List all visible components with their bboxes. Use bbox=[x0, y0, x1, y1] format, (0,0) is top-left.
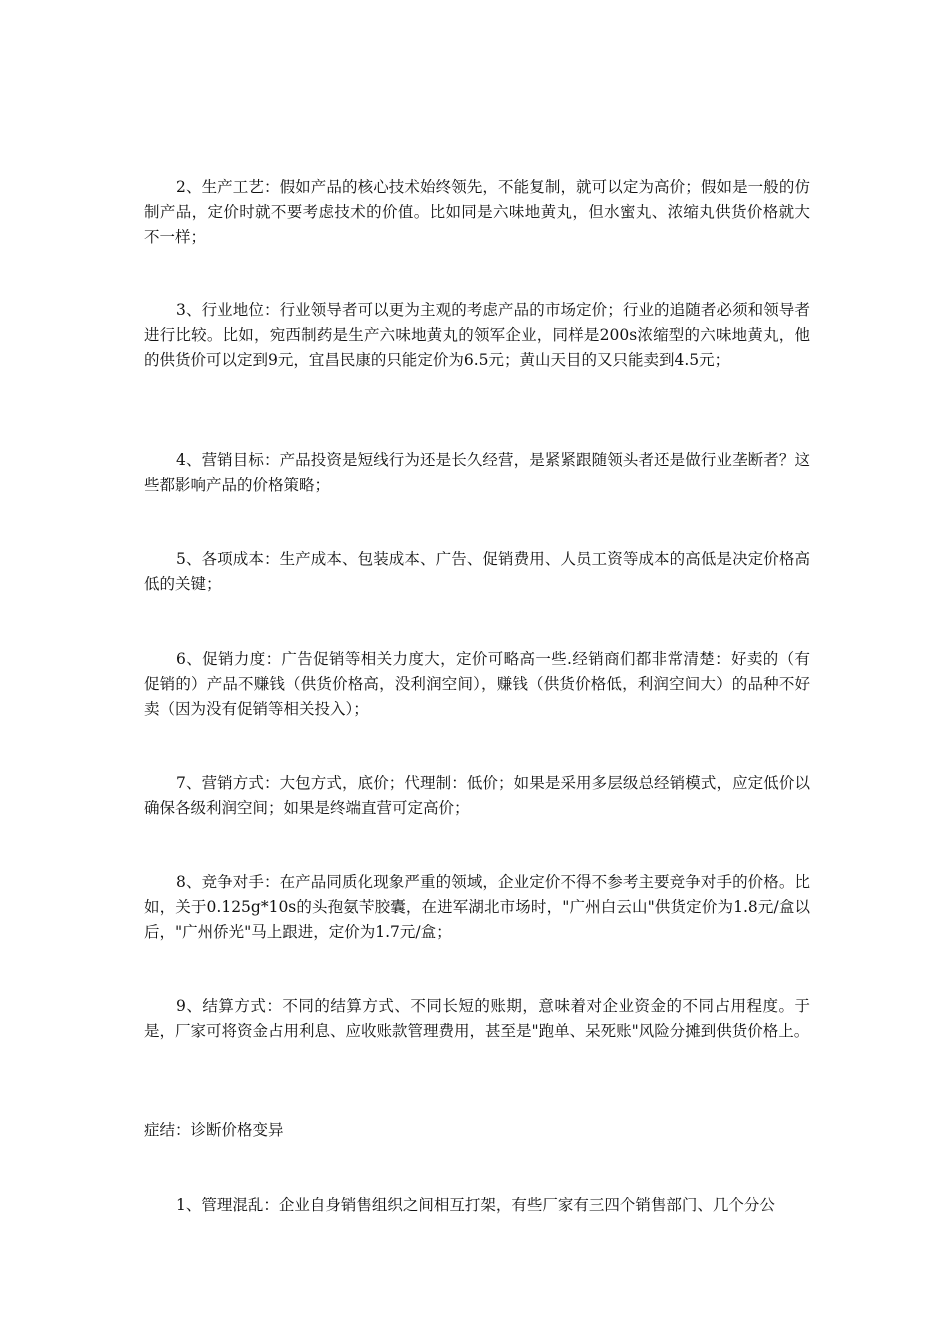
paragraph-production-process: 2、生产工艺：假如产品的核心技术始终领先，不能复制，就可以定为高价；假如是一般的仿制产品，定价时就不要考虑技术的价值。比如同是六味地黄丸，但水蜜丸、浓缩丸供货价格就大不一样； bbox=[144, 178, 810, 246]
paragraph-costs: 5、各项成本：生产成本、包装成本、广告、促销费用、人员工资等成本的高低是决定价格高低的关键； bbox=[144, 550, 810, 593]
paragraph-settlement-method: 9、结算方式：不同的结算方式、不同长短的账期，意味着对企业资金的不同占用程度。于是，厂家可将资金占用利息、应收账款管理费用，甚至是"跑单、呆死账"风险分摊到供货价格上。 bbox=[144, 997, 810, 1040]
section-heading: 症结：诊断价格变异 bbox=[144, 1121, 284, 1139]
paragraph-competitors: 8、竞争对手：在产品同质化现象严重的领域，企业定价不得不参考主要竞争对手的价格。比如，关于0.125g*10s的头孢氨苄胶囊，在进军湖北市场时，"广州白云山"供货定价为1.8元/盒以后，"广州侨光"马上跟进，定价为1.7元/盒； bbox=[144, 873, 810, 941]
paragraph-promotion-strength: 6、促销力度：广告促销等相关力度大，定价可略高一些.经销商们都非常清楚：好卖的（有促销的）产品不赚钱（供货价格高，没利润空间），赚钱（供货价格低，利润空间大）的品种不好卖（因为没有促销等相关投入）； bbox=[144, 650, 810, 718]
paragraph-management-chaos: 1、管理混乱：企业自身销售组织之间相互打架，有些厂家有三四个销售部门、几个分公 bbox=[176, 1196, 775, 1214]
paragraph-marketing-method: 7、营销方式：大包方式，底价；代理制：低价；如果是采用多层级总经销模式，应定低价以确保各级利润空间；如果是终端直营可定高价； bbox=[144, 774, 810, 817]
paragraph-industry-position: 3、行业地位：行业领导者可以更为主观的考虑产品的市场定价；行业的追随者必须和领导者进行比较。比如，宛西制药是生产六味地黄丸的领军企业，同样是200s浓缩型的六味地黄丸，他的供货价可以定到9元，宜昌民康的只能定价为6.5元；黄山天目的又只能卖到4.5元； bbox=[144, 301, 810, 369]
paragraph-marketing-goal: 4、营销目标：产品投资是短线行为还是长久经营，是紧紧跟随领头者还是做行业垄断者？这些都影响产品的价格策略； bbox=[144, 451, 810, 494]
